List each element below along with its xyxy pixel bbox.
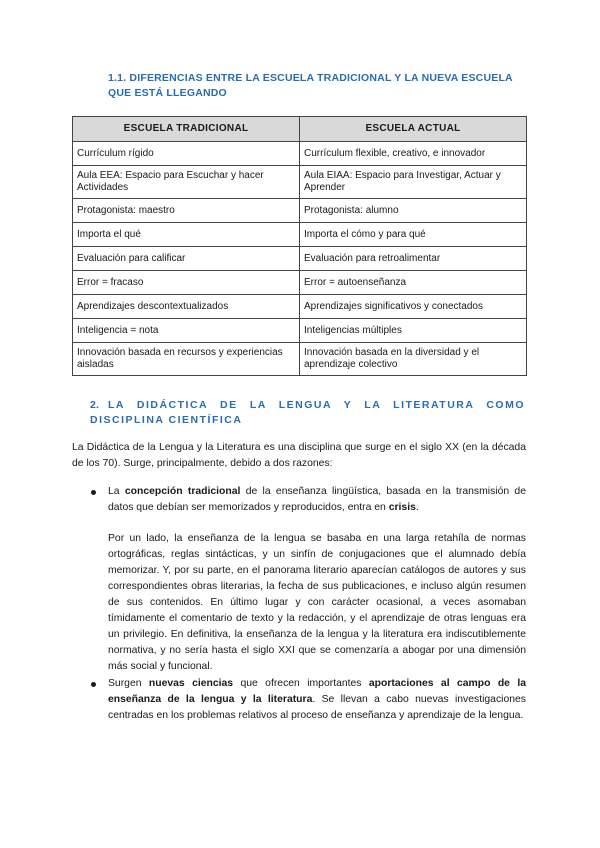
table-cell: Evaluación para calificar bbox=[73, 247, 300, 271]
bullet-2-bold-1: nuevas ciencias bbox=[148, 678, 234, 689]
bullet-1-bold: concepción tradicional bbox=[124, 486, 241, 497]
bullet-2-bold-2: aportaciones al campo de la enseñanza de la lengua y la literatura bbox=[108, 678, 526, 705]
column-header-traditional: ESCUELA TRADICIONAL bbox=[73, 117, 300, 142]
table-row bbox=[73, 223, 527, 247]
table-cell: Currículum flexible, creativo, e innovador bbox=[300, 142, 527, 166]
bullet-icon bbox=[91, 682, 96, 687]
bullet-2-middle: que ofrecen importantes bbox=[233, 678, 369, 689]
comparison-table bbox=[72, 116, 527, 376]
bullet-1-prefix: La bbox=[108, 486, 125, 497]
table-cell: Currículum rígido bbox=[73, 142, 300, 166]
table-cell: Innovación basada en recursos y experiencias aisladas bbox=[73, 343, 300, 376]
table-cell: Aprendizajes descontextualizados bbox=[73, 295, 300, 319]
table-cell: Importa el cómo y para qué bbox=[300, 223, 527, 247]
table-cell: Error = fracaso bbox=[73, 271, 300, 295]
table-row bbox=[73, 295, 527, 319]
bullet-item-1 bbox=[108, 484, 526, 516]
section-title: LA DIDÁCTICA DE LA LENGUA Y LA LITERATURA COMO DISCIPLINA CIENTÍFICA bbox=[90, 399, 525, 426]
table-header-row bbox=[73, 117, 527, 142]
table-cell: Protagonista: maestro bbox=[73, 199, 300, 223]
table-cell: Evaluación para retroalimentar bbox=[300, 247, 527, 271]
column-header-current: ESCUELA ACTUAL bbox=[300, 117, 527, 142]
table-row bbox=[73, 199, 527, 223]
table-cell: Aula EEA: Espacio para Escuchar y hacer Actividades bbox=[73, 166, 300, 199]
bullet-2-prefix: Surgen bbox=[108, 678, 149, 689]
table-row bbox=[73, 319, 527, 343]
intro-paragraph: La Didáctica de la Lengua y la Literatura es una disciplina que surge en el siglo XX (en la década de los 70). Surge, principalmente, debido a dos razones: bbox=[72, 442, 526, 469]
bullet-item-2 bbox=[108, 676, 526, 724]
table-cell: Innovación basada en la diversidad y el aprendizaje colectivo bbox=[300, 343, 527, 376]
table-row bbox=[73, 142, 527, 166]
table-row bbox=[73, 343, 527, 376]
section-heading-1-1: 1.1. DIFERENCIAS ENTRE LA ESCUELA TRADICIONAL Y LA NUEVA ESCUELA QUE ESTÁ LLEGANDO bbox=[108, 72, 513, 99]
bullet-1-paragraph: Por un lado, la enseñanza de la lengua se basaba en una larga retahíla de normas ortográficas, reglas sintácticas, y un sinfín de conjugaciones que el alumnado debía memorizar. Y, por su parte, en el panorama literario aparecían catálogos de autores y sus correspondientes obras literarias, la fecha de sus publicaciones, e incluso algún resumen de sus contenidos. En último lugar y con carácter ocasional, a veces asomaban tímidamente el comentario de texto y la redacción, y el aprendizaje de otras lenguas era un privilegio. En definitiva, la enseñanza de la lengua y la literatura era indiscutiblemente normativa, y no sería hasta el siglo XXI que se comenzaría a abogar por una dimensión más social y funcional. bbox=[108, 533, 526, 672]
bullet-1-middle: de la enseñanza lingüística, basada en la transmisión de datos que debían ser memorizados y reproducidos, entra en bbox=[108, 486, 526, 513]
table-row bbox=[73, 271, 527, 295]
bullet-icon bbox=[91, 490, 96, 495]
table-row bbox=[73, 247, 527, 271]
section-number: 2. bbox=[90, 399, 100, 411]
table-cell: Aprendizajes significativos y conectados bbox=[300, 295, 527, 319]
bullet-1-suffix: . bbox=[415, 502, 419, 513]
table-cell: Importa el qué bbox=[73, 223, 300, 247]
table-cell: Inteligencia = nota bbox=[73, 319, 300, 343]
table-cell: Protagonista: alumno bbox=[300, 199, 527, 223]
table-row bbox=[73, 166, 527, 199]
bullet-2-suffix: . Se llevan a cabo nuevas investigaciones centradas en los problemas relativos al proceso de enseñanza y aprendizaje de la lengua. bbox=[108, 694, 526, 721]
section-heading-2 bbox=[90, 398, 525, 428]
table-cell: Error = autoenseñanza bbox=[300, 271, 527, 295]
table-cell: Aula EIAA: Espacio para Investigar, Actuar y Aprender bbox=[300, 166, 527, 199]
table-cell: Inteligencias múltiples bbox=[300, 319, 527, 343]
bullet-1-bold-end: crisis bbox=[388, 502, 416, 513]
